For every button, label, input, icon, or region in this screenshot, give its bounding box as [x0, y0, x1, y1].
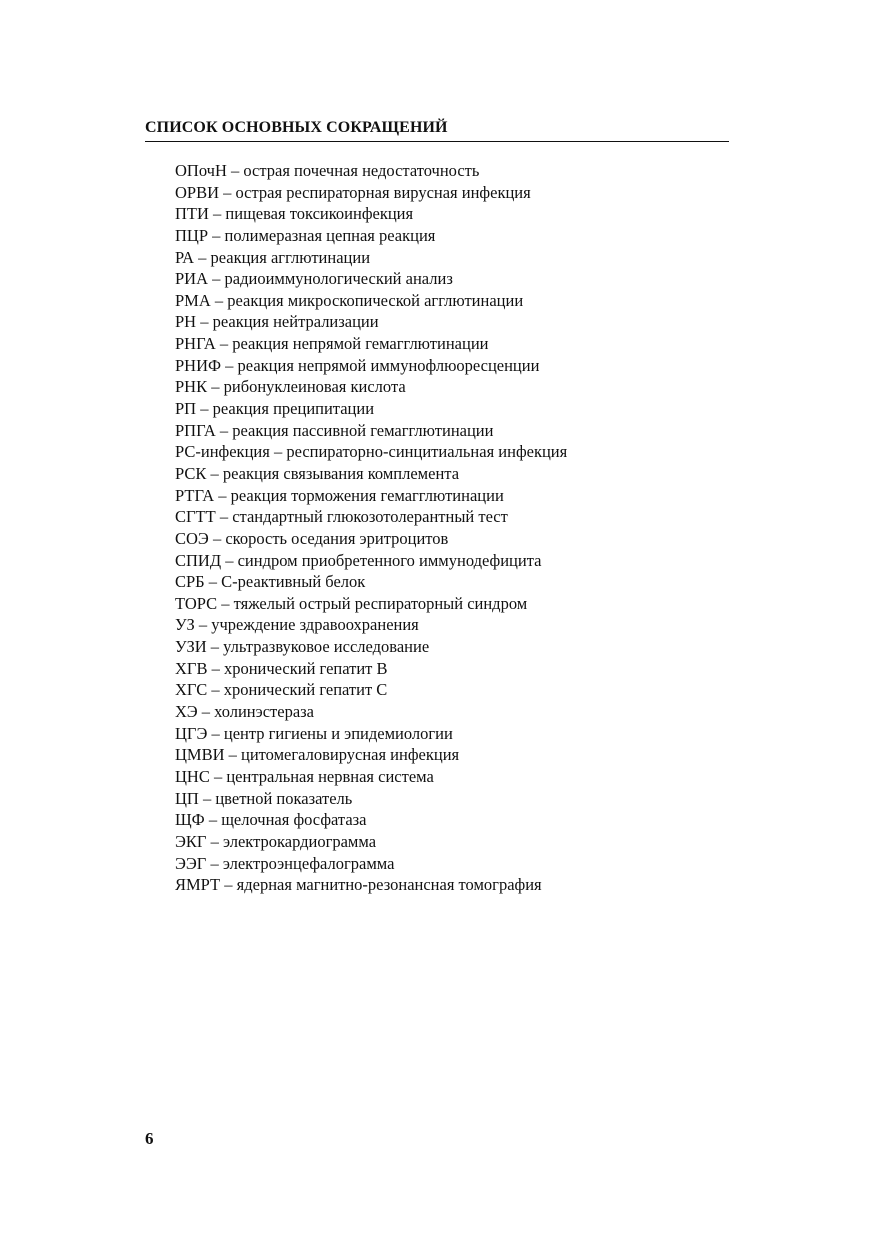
abbreviation-entry [175, 398, 567, 420]
abbreviation-term: ЭКГ [175, 831, 207, 851]
abbreviation-entry [175, 355, 567, 377]
page-header [145, 119, 729, 142]
abbreviation-entry [175, 376, 567, 398]
abbreviation-term: ПЦР [175, 225, 209, 245]
abbreviation-separator: – [221, 550, 238, 570]
abbreviation-entry [175, 874, 567, 896]
abbreviation-entry [175, 723, 567, 745]
abbreviation-separator: – [206, 637, 224, 657]
abbreviation-definition: реакция связывания комплемента [222, 463, 460, 483]
abbreviation-definition: стандартный глюкозотолерантный тест [232, 507, 508, 527]
abbreviation-definition: хронический гепатит С [223, 680, 388, 700]
abbreviation-definition: реакция микроскопической агглютинации [227, 290, 524, 310]
abbreviation-definition: тяжелый острый респираторный синдром [233, 593, 528, 613]
abbreviation-entry [175, 744, 567, 766]
abbreviation-separator: – [207, 723, 224, 743]
abbreviation-term: ТОРС [175, 593, 218, 613]
abbreviation-term: РН [175, 312, 197, 332]
abbreviation-term: ЭЭГ [175, 853, 207, 873]
abbreviation-definition: реакция пассивной гемагглютинации [232, 420, 494, 440]
abbreviation-entry [175, 614, 567, 636]
abbreviation-entry [175, 290, 567, 312]
abbreviation-entry [175, 247, 567, 269]
abbreviation-separator: – [198, 788, 216, 808]
abbreviation-entry [175, 701, 567, 723]
abbreviation-term: РМА [175, 290, 211, 310]
abbreviation-separator: – [207, 680, 224, 700]
abbreviation-definition: центральная нервная система [226, 766, 434, 786]
abbreviation-entry [175, 485, 567, 507]
abbreviation-definition: пищевая токсикоинфекция [225, 204, 414, 224]
page-number: 6 [145, 1129, 154, 1148]
abbreviation-definition: респираторно-синцитиальная инфекция [286, 442, 568, 462]
abbreviation-separator: – [220, 875, 237, 895]
abbreviation-definition: реакция непрямой гемагглютинации [232, 334, 489, 354]
abbreviation-separator: – [197, 702, 215, 722]
abbreviation-entry [175, 420, 567, 442]
abbreviation-definition: холинэстераза [214, 702, 314, 722]
abbreviation-term: ХЭ [175, 702, 198, 722]
abbreviation-entry [175, 182, 567, 204]
abbreviation-separator: – [207, 658, 224, 678]
abbreviation-term: РИА [175, 269, 209, 289]
abbreviation-term: СПИД [175, 550, 222, 570]
abbreviation-term: ЦНС [175, 766, 210, 786]
abbreviation-term: СГТТ [175, 507, 216, 527]
abbreviation-definition: электрокардиограмма [222, 831, 377, 851]
abbreviation-definition: цитомегаловирусная инфекция [241, 745, 460, 765]
abbreviation-term: РТГА [175, 485, 215, 505]
abbreviation-entry [175, 333, 567, 355]
abbreviation-term: ОПочН [175, 161, 227, 180]
abbreviation-separator: – [215, 507, 233, 527]
abbreviation-definition: скорость оседания эритроцитов [225, 528, 449, 548]
abbreviation-entry [175, 831, 567, 853]
abbreviation-separator: – [208, 225, 225, 245]
abbreviation-separator: – [206, 853, 223, 873]
abbreviation-definition: реакция торможения гемагглютинации [230, 485, 504, 505]
abbreviation-entry [175, 658, 567, 680]
abbreviation-term: ЩФ [175, 810, 205, 830]
abbreviation-term: ОРВИ [175, 182, 220, 202]
abbreviation-entry [175, 593, 567, 615]
abbreviation-term: РП [175, 399, 197, 419]
abbreviation-separator: – [214, 485, 231, 505]
abbreviation-definition: учреждение здравоохранения [211, 615, 419, 635]
abbreviation-definition: синдром приобретенного иммунодефицита [237, 550, 542, 570]
abbreviation-term: РНК [175, 377, 208, 397]
abbreviation-term: ХГВ [175, 658, 208, 678]
abbreviation-term: ЦП [175, 788, 199, 808]
abbreviation-entry [175, 225, 567, 247]
abbreviation-separator: – [194, 615, 212, 635]
abbreviation-separator: – [226, 161, 244, 180]
abbreviation-definition: ультразвуковое исследование [223, 637, 430, 657]
abbreviation-separator: – [208, 269, 225, 289]
abbreviation-separator: – [207, 377, 224, 397]
abbreviation-definition: острая респираторная вирусная инфекция [235, 182, 531, 202]
section-title: СПИСОК ОСНОВНЫХ СОКРАЩЕНИЙ [145, 119, 448, 136]
abbreviation-term: УЗ [175, 615, 195, 635]
abbreviation-entry [175, 550, 567, 572]
abbreviation-term: ЦГЭ [175, 723, 208, 743]
abbreviation-separator: – [215, 334, 233, 354]
abbreviation-separator: – [193, 247, 211, 267]
abbreviation-definition: электроэнцефалограмма [222, 853, 395, 873]
abbreviation-definition: С-реактивный белок [221, 572, 366, 592]
abbreviation-entry [175, 160, 567, 182]
abbreviation-separator: – [208, 528, 226, 548]
abbreviation-entry [175, 528, 567, 550]
abbreviation-separator: – [206, 463, 223, 483]
abbreviation-term: ЦМВИ [175, 745, 225, 765]
abbreviation-term: РНГА [175, 334, 216, 354]
abbreviation-definition: цветной показатель [215, 788, 353, 808]
abbreviation-separator: – [196, 312, 213, 332]
abbreviation-definition: реакция нейтрализации [212, 312, 379, 332]
abbreviation-entry [175, 766, 567, 788]
abbreviation-definition: реакция агглютинации [210, 247, 371, 267]
abbreviation-separator: – [215, 420, 233, 440]
abbreviation-term: РС-инфекция [175, 442, 270, 462]
abbreviation-entry [175, 571, 567, 593]
abbreviation-term: РПГА [175, 420, 216, 440]
abbreviation-entry [175, 463, 567, 485]
abbreviation-term: СРБ [175, 572, 205, 592]
abbreviation-definition: ядерная магнитно-резонансная томография [236, 875, 542, 895]
abbreviation-separator: – [204, 572, 222, 592]
abbreviation-entry [175, 679, 567, 701]
abbreviation-definition: полимеразная цепная реакция [224, 225, 436, 245]
abbreviation-entry [175, 311, 567, 333]
abbreviation-term: РНИФ [175, 355, 222, 375]
abbreviation-term: РА [175, 247, 194, 267]
abbreviation-term: РСК [175, 463, 207, 483]
abbreviation-separator: – [206, 831, 223, 851]
abbreviation-term: ХГС [175, 680, 208, 700]
abbreviation-definition: острая почечная недостаточность [243, 161, 480, 180]
abbreviation-entry [175, 203, 567, 225]
abbreviation-term: ПТИ [175, 204, 209, 224]
abbreviation-definition: реакция преципитации [212, 399, 375, 419]
abbreviation-separator: – [196, 399, 213, 419]
abbreviation-entry [175, 853, 567, 875]
abbreviation-entry [175, 788, 567, 810]
abbreviation-definition: рибонуклеиновая кислота [223, 377, 406, 397]
abbreviation-separator: – [204, 810, 222, 830]
abbreviation-separator: – [224, 745, 242, 765]
abbreviation-definition: щелочная фосфатаза [221, 810, 367, 830]
abbreviation-term: УЗИ [175, 637, 207, 657]
abbreviation-separator: – [209, 766, 227, 786]
abbreviation-entry [175, 636, 567, 658]
abbreviation-definition: хронический гепатит В [223, 658, 388, 678]
abbreviation-entry [175, 506, 567, 528]
abbreviation-definition: реакция непрямой иммунофлюоресценции [237, 355, 540, 375]
abbreviation-definition: центр гигиены и эпидемиологии [223, 723, 453, 743]
abbreviation-term: СОЭ [175, 528, 209, 548]
abbreviation-entry [175, 268, 567, 290]
abbreviation-separator: – [219, 182, 236, 202]
abbreviation-separator: – [269, 442, 287, 462]
abbreviation-separator: – [208, 204, 226, 224]
abbreviation-entry [175, 441, 567, 463]
abbreviation-separator: – [210, 290, 228, 310]
abbreviation-list [175, 160, 567, 896]
abbreviation-term: ЯМРТ [175, 875, 221, 895]
abbreviation-definition: радиоиммунологический анализ [224, 269, 453, 289]
abbreviation-separator: – [221, 355, 238, 375]
abbreviation-separator: – [217, 593, 234, 613]
abbreviation-entry [175, 809, 567, 831]
